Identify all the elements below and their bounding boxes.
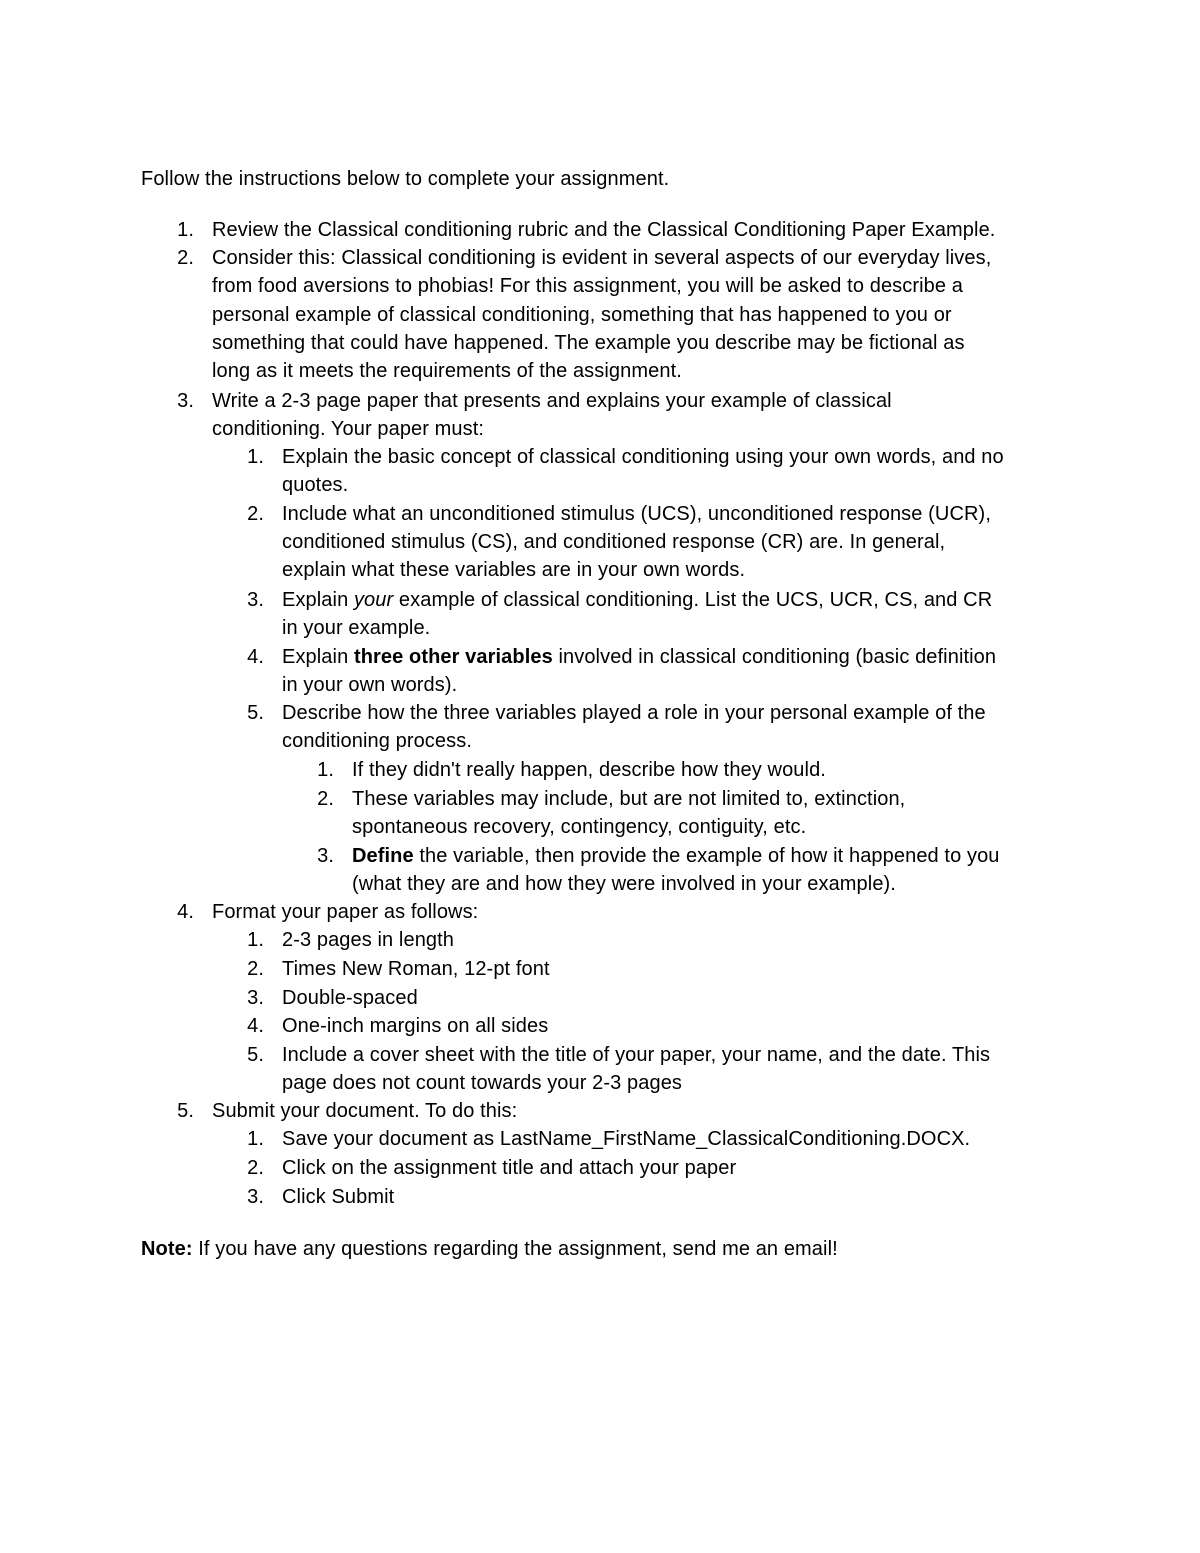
sub-list-number: 2. <box>247 1157 264 1179</box>
sub-list-item-text: quotes. <box>282 474 349 496</box>
note-paragraph <box>141 1235 838 1263</box>
sub-list-number: 2. <box>247 503 264 525</box>
sub-list-item-text: Click Submit <box>282 1186 395 1208</box>
list-item-text: Consider this: Classical conditioning is evident in several aspects of our everyday lives, <box>212 247 992 269</box>
text-run: Explain <box>282 646 354 668</box>
note-label: Note: <box>141 1238 193 1260</box>
sub-list-item-text: conditioned stimulus (CS), and conditioned response (CR) are. In general, <box>282 531 946 553</box>
sub-sub-list-item-text <box>352 842 1000 870</box>
sub-list-number: 5. <box>247 702 264 724</box>
sub-sub-list-item-text: spontaneous recovery, contingency, contiguity, etc. <box>352 816 807 838</box>
sub-sub-list-number: 1. <box>317 759 334 781</box>
sub-list-item-text: explain what these variables are in your own words. <box>282 559 746 581</box>
strong-define: Define <box>352 845 414 867</box>
sub-list-item-text: conditioning process. <box>282 730 472 752</box>
sub-list-number: 4. <box>247 1015 264 1037</box>
sub-list-item-text: Save your document as LastName_FirstName_ClassicalConditioning.DOCX. <box>282 1128 971 1150</box>
text-run: example of classical conditioning. List the UCS, UCR, CS, and CR <box>393 589 993 611</box>
text-run: involved in classical conditioning (basic definition <box>552 646 997 668</box>
text-run: the variable, then provide the example of how it happened to you <box>413 845 1000 867</box>
sub-sub-list-number: 2. <box>317 788 334 810</box>
text-run: Explain <box>282 589 354 611</box>
sub-list-number: 5. <box>247 1044 264 1066</box>
list-item-text: long as it meets the requirements of the assignment. <box>212 360 682 382</box>
sub-list-number: 2. <box>247 958 264 980</box>
list-number: 1. <box>177 219 194 241</box>
list-item-text: from food aversions to phobias! For this assignment, you will be asked to describe a <box>212 275 963 297</box>
sub-list-item-text: Times New Roman, 12-pt font <box>282 958 550 980</box>
emphasis-your: your <box>353 589 394 611</box>
strong-three-other-variables: three other variables <box>353 646 553 668</box>
list-item-text: Submit your document. To do this: <box>212 1100 518 1122</box>
list-item-text: Write a 2-3 page paper that presents and explains your example of classical <box>212 390 892 412</box>
list-number: 4. <box>177 901 194 923</box>
sub-list-number: 3. <box>247 1186 264 1208</box>
list-item-text: Format your paper as follows: <box>212 901 479 923</box>
sub-list-item-text: One-inch margins on all sides <box>282 1015 549 1037</box>
sub-sub-list-item-text: These variables may include, but are not limited to, extinction, <box>352 788 906 810</box>
list-number: 5. <box>177 1100 194 1122</box>
sub-list-number: 1. <box>247 1128 264 1150</box>
sub-list-number: 1. <box>247 929 264 951</box>
list-number: 3. <box>177 390 194 412</box>
sub-list-item-text: Double-spaced <box>282 987 418 1009</box>
sub-sub-list-item-text: (what they are and how they were involved in your example). <box>352 873 896 895</box>
sub-list-item-text: 2-3 pages in length <box>282 929 455 951</box>
sub-list-item-text: Describe how the three variables played a role in your personal example of the <box>282 702 986 724</box>
list-item-text: conditioning. Your paper must: <box>212 418 485 440</box>
sub-list-number: 1. <box>247 446 264 468</box>
sub-list-number: 3. <box>247 987 264 1009</box>
intro-text: Follow the instructions below to complete your assignment. <box>141 168 670 190</box>
note-text: If you have any questions regarding the assignment, send me an email! <box>192 1238 838 1260</box>
sub-list-item-text <box>282 586 992 614</box>
sub-list-number: 4. <box>247 646 264 668</box>
sub-list-item-text: Include a cover sheet with the title of your paper, your name, and the date. This <box>282 1044 991 1066</box>
sub-list-number: 3. <box>247 589 264 611</box>
sub-list-item-text: Explain the basic concept of classical conditioning using your own words, and no <box>282 446 1004 468</box>
sub-list-item-text: page does not count towards your 2-3 pages <box>282 1072 683 1094</box>
sub-list-item-text <box>282 643 996 671</box>
sub-sub-list-item-text: If they didn't really happen, describe how they would. <box>352 759 826 781</box>
sub-list-item-text: Click on the assignment title and attach your paper <box>282 1157 737 1179</box>
sub-list-item-text: in your own words). <box>282 674 458 696</box>
sub-list-item-text: in your example. <box>282 617 431 639</box>
sub-list-item-text: Include what an unconditioned stimulus (UCS), unconditioned response (UCR), <box>282 503 991 525</box>
list-item-text: personal example of classical conditioning, something that has happened to you or <box>212 304 952 326</box>
list-item-text: Review the Classical conditioning rubric and the Classical Conditioning Paper Example. <box>212 219 996 241</box>
list-item-text: something that could have happened. The example you describe may be fictional as <box>212 332 965 354</box>
sub-sub-list-number: 3. <box>317 845 334 867</box>
list-number: 2. <box>177 247 194 269</box>
